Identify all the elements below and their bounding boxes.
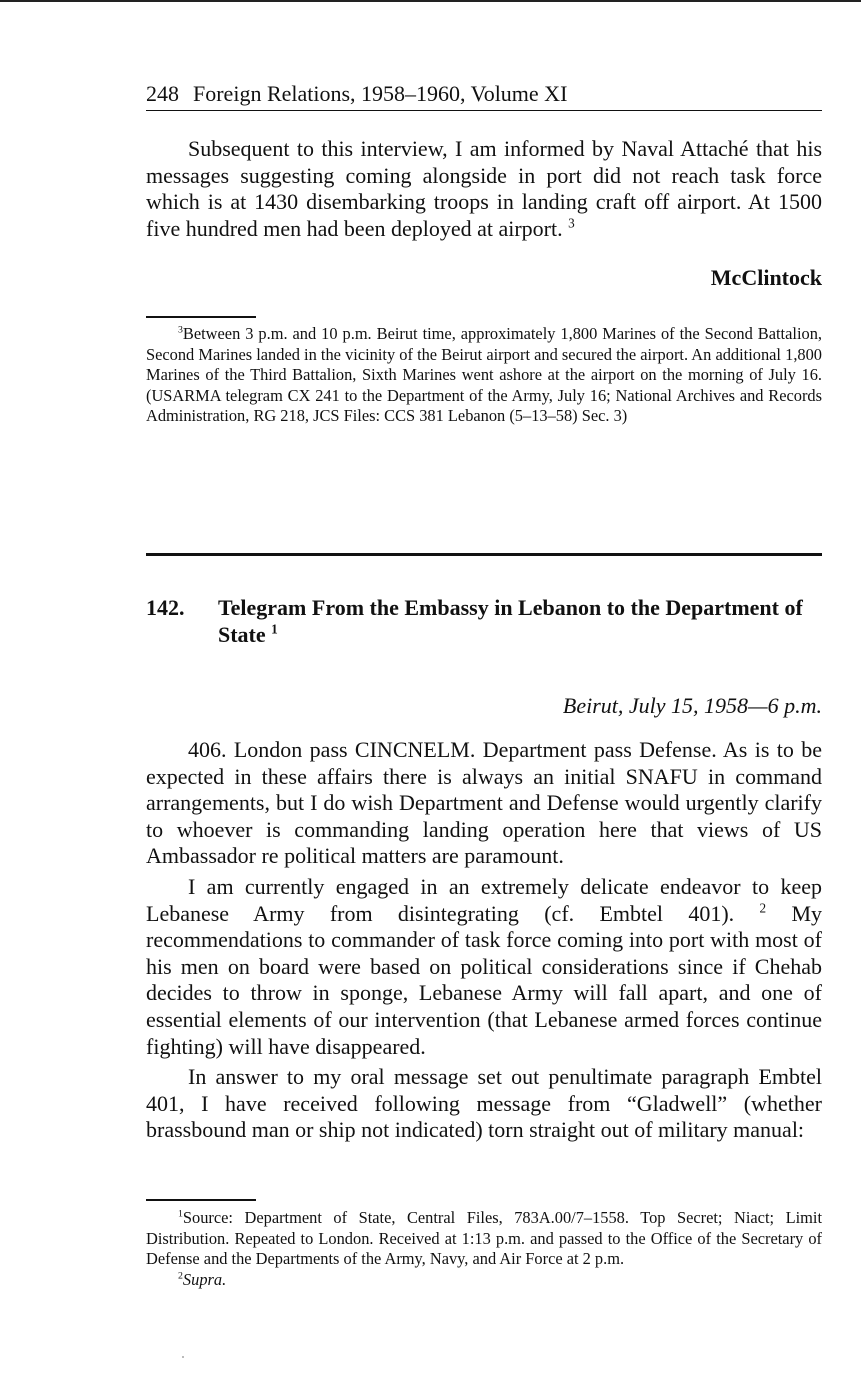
document-title: Telegram From the Embassy in Lebanon to the Department of State $^1$ — [218, 595, 803, 647]
document-heading — [146, 594, 822, 648]
footnote-ref-3: 3 — [568, 215, 575, 231]
footnote-marker-1: 1 — [178, 1208, 183, 1220]
body-paragraph-3: In answer to my oral message set out penultimate paragraph Embtel 401, I have received following message from “Gladwell” (whether brassbound man or ship not indicated) torn straight out of military manual: — [146, 1064, 822, 1143]
body-paragraph-2: I am currently engaged in an extremely delicate endeavor to keep Lebanese Army from disintegrating (cf. Embtel 401). $^2$ My recommendations to commander of task force coming into port with most of his men on board were based on political considerations since if Chehab decides to throw in sponge, Lebanese Army will fall apart, and one of essential elements of our intervention (that Lebanese armed forces continue fighting) will have disappeared. — [146, 873, 823, 1059]
footnote-3: $^3$Between 3 p.m. and 10 p.m. Beirut time, approximately 1,800 Marines of the Second Battalion, Second Marines landed in the vicinity of the Beirut airport and secured the airport. An additional 1,800 Marines of the Third Battalion, Sixth Marines went ashore at the airport on the morning of July 16. (USARMA telegram CX 241 to the Department of the Army, July 16; National Archives and Records Administration, RG 218, JCS Files: CCS 381 Lebanon (5–13–58) Sec. 3) — [146, 324, 822, 425]
body-paragraph-1: 406. London pass CINCNELM. Department pass Defense. As is to be expected in these affairs there is always an initial SNAFU in command arrangements, but I do wish Department and Defense would urgently clarify to whoever is commanding landing operation here that views of US Ambassador re political matters are paramount. — [146, 737, 822, 869]
section-divider — [146, 553, 822, 556]
scan-speck — [182, 1356, 184, 1358]
page-top-edge — [0, 0, 861, 2]
running-head — [146, 78, 822, 111]
dateline: Beirut, July 15, 1958—6 p.m. — [562, 693, 822, 718]
footnote-1: $^1$Source: Department of State, Central Files, 783A.00/7–1558. Top Secret; Niact; Limit Distribution. Repeated to London. Received at 1:13 p.m. and passed to the Office of the Secretary of Defense and the Departments of the Army, Navy, and Air Force at 2 p.m. — [146, 1208, 822, 1268]
footnote-ref-1: 1 — [271, 621, 278, 637]
document-number: 142. — [146, 595, 185, 620]
footnote-rule — [146, 316, 256, 318]
signature: McClintock — [710, 265, 822, 290]
footnote-block — [146, 1208, 822, 1290]
document-body — [146, 737, 822, 1144]
footnote-block-previous — [146, 324, 822, 427]
volume-title: Foreign Relations, 1958–1960, Volume XI — [193, 81, 568, 106]
footnote-rule — [146, 1199, 256, 1201]
previous-document-body — [146, 136, 822, 242]
footnote-ref-2: 2 — [759, 900, 767, 916]
footnote-marker-2: 2 — [178, 1270, 183, 1282]
footnote-marker-3: 3 — [178, 324, 183, 336]
page-number: 248 — [146, 81, 179, 106]
footnote-2: $^2$Supra. — [178, 1269, 227, 1289]
previous-document-paragraph: Subsequent to this interview, I am informed by Naval Attaché that his messages suggesting coming alongside in port did not reach task force which is at 1430 disembarking troops in landing craft off airport. At 1500 five hundred men had been deployed at airport. $^3$ — [146, 136, 822, 241]
